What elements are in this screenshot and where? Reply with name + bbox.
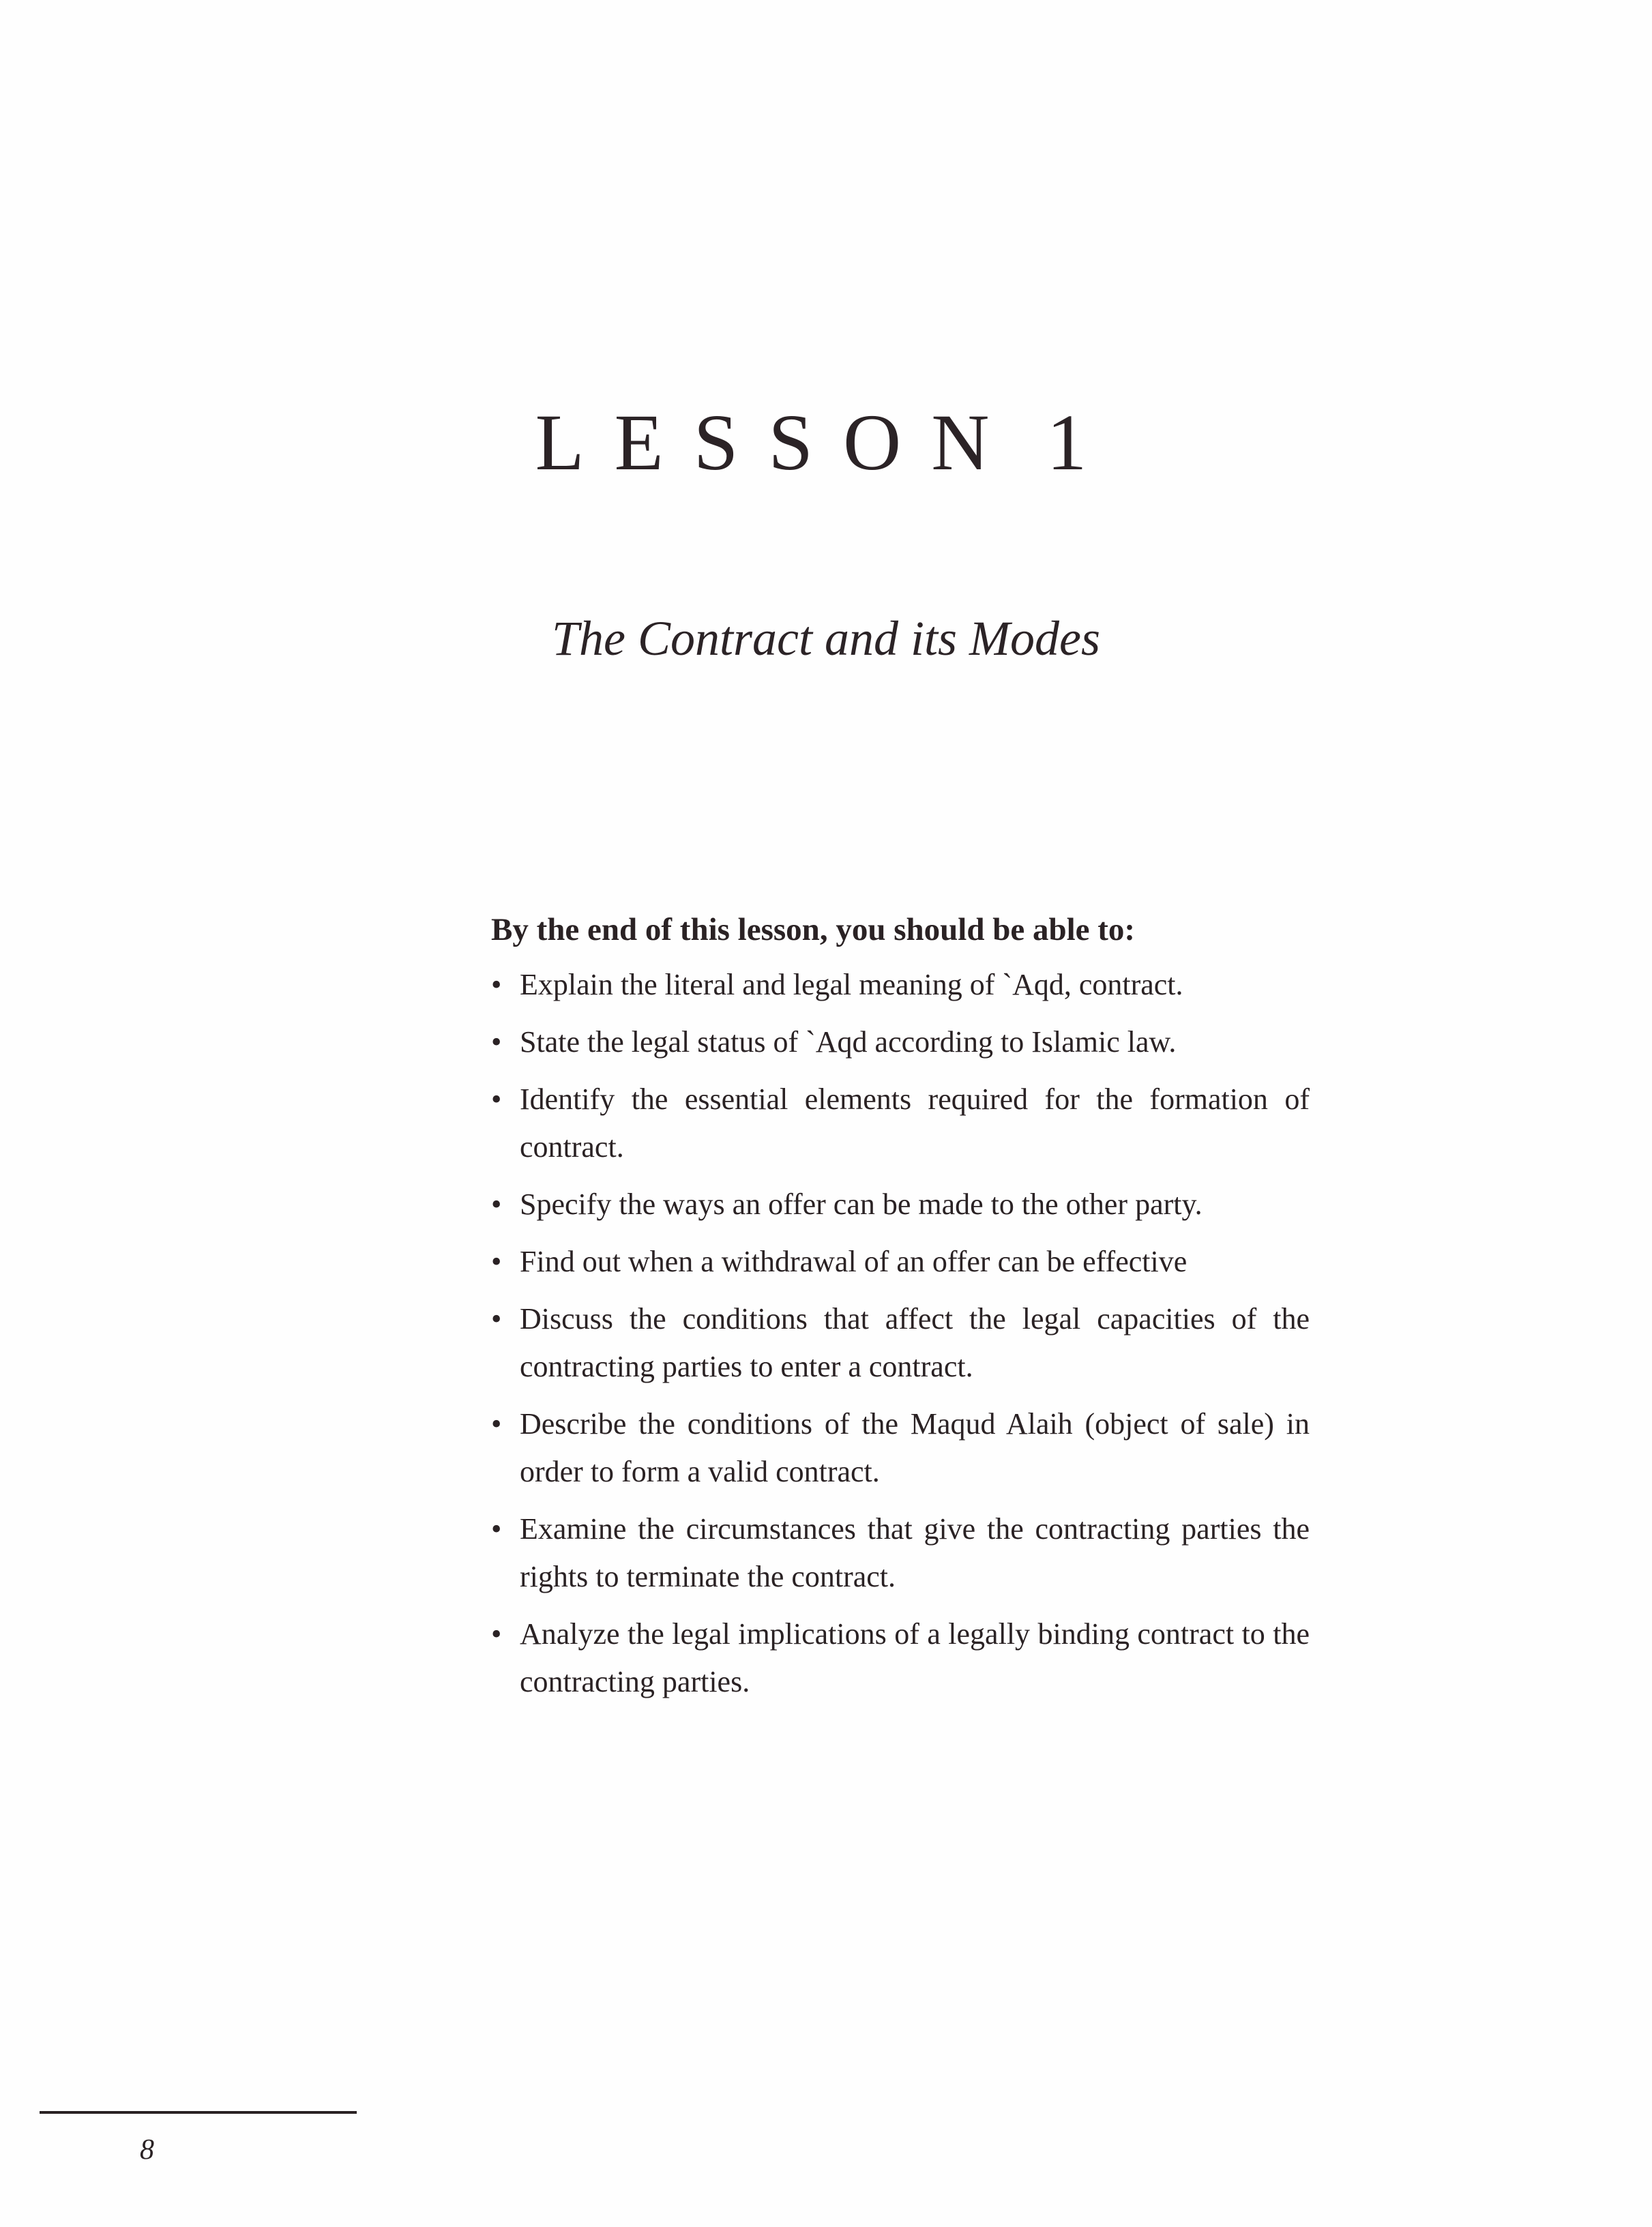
footer-rule [40,2111,357,2114]
bullet-icon: • [491,1617,502,1651]
objectives-list [491,961,1310,1706]
objective-item [491,1018,1310,1066]
objective-item [491,1076,1310,1171]
objective-text: Find out when a withdrawal of an offer can be effective [520,1245,1188,1279]
objective-text: Examine the circumstances that give the contracting parties the rights to terminate the contract. [520,1512,1310,1594]
lesson-word: LESSON [535,398,1020,487]
bullet-icon: • [491,1082,502,1117]
bullet-icon: • [491,1407,502,1441]
objective-text: Explain the literal and legal meaning of `Aqd, contract. [520,968,1183,1002]
objective-text: Identify the essential elements required for the formation of contract. [520,1082,1310,1164]
bullet-icon: • [491,1512,502,1546]
objective-item [491,1238,1310,1286]
objective-item [491,1505,1310,1601]
objective-item [491,1295,1310,1391]
page-number: 8 [140,2134,154,2166]
bullet-icon: • [491,1302,502,1336]
objective-item [491,1181,1310,1228]
objective-item [491,1610,1310,1706]
objective-item [491,961,1310,1009]
bullet-icon: • [491,1188,502,1222]
bullet-icon: • [491,1025,502,1059]
objective-text: Analyze the legal implications of a legally binding contract to the contracting parties. [520,1617,1310,1699]
objective-text: Discuss the conditions that affect the legal capacities of the contracting parties to enter a contract. [520,1302,1310,1384]
bullet-icon: • [491,1245,502,1279]
lesson-heading [0,398,1652,487]
objectives-intro: By the end of this lesson, you should be able to: [491,912,1136,947]
lesson-subtitle: The Contract and its Modes [552,611,1100,666]
bullet-icon: • [491,968,502,1002]
learning-objectives [491,911,1310,1715]
objective-text: State the legal status of `Aqd according to Islamic law. [520,1025,1177,1059]
objective-item [491,1400,1310,1496]
lesson-number: 1 [1046,398,1117,487]
objective-text: Describe the conditions of the Maqud Alaih (object of sale) in order to form a valid contract. [520,1407,1310,1489]
objective-text: Specify the ways an offer can be made to the other party. [520,1188,1203,1222]
